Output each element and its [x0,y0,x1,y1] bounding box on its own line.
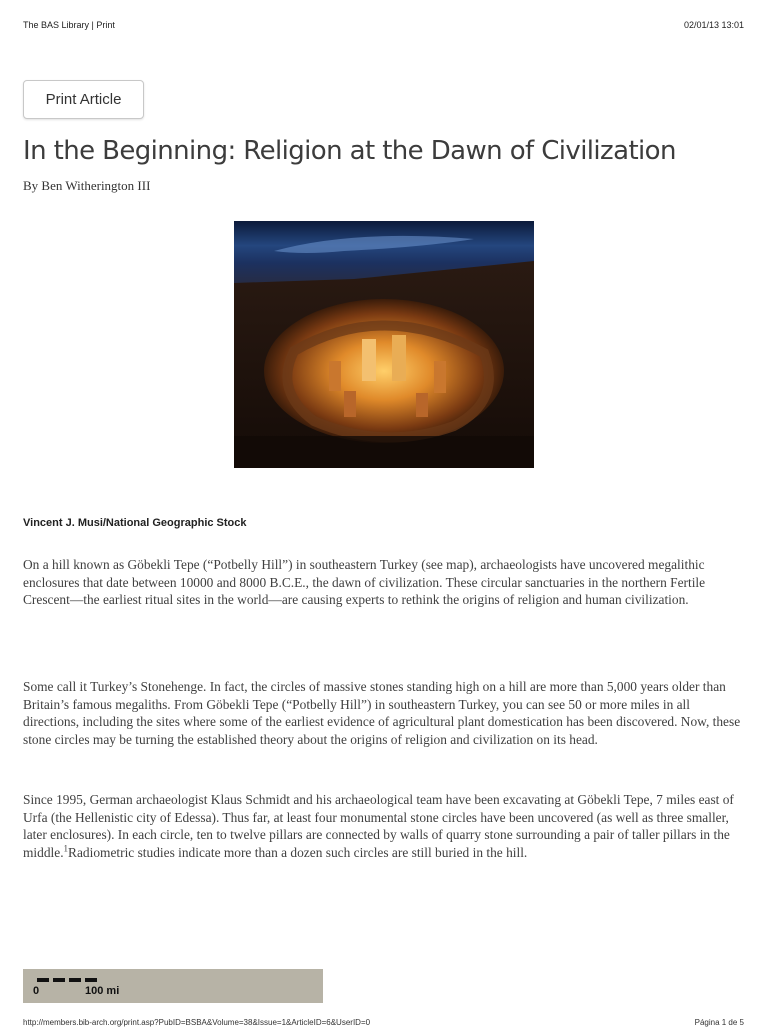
map-scale-zero: 0 [33,985,40,997]
paragraph-text: Since 1995, German archaeologist Klaus Schmidt and his archaeological team have been excavating at Göbekli Tepe, 7 miles east of Urfa (the Hellenistic city of Edessa). Thus far, at least four monumental stone circles have been uncovered (as well as three smaller, later enclosures). In each circle, ten to twelve pillars are connected by walls of quarry stone surrounding a pair of taller pillars in the middle. [23,792,734,861]
photo-pillar [392,335,406,381]
article-paragraph: On a hill known as Göbekli Tepe (“Potbelly Hill”) in southeastern Turkey (see map), archaeologists have uncovered megalithic enclosures that date between 10000 and 8000 B.C.E., the dawn of civilization. These circular sanctuaries in the northern Fertile Crescent—the earliest ritual sites in the world—are causing experts to rethink the origins of religion and human civilization. [23,557,706,608]
print-footer-page: Página 1 de 5 [694,1018,744,1027]
print-header-datetime: 02/01/13 13:01 [683,20,744,30]
gobekli-tepe-photo [234,221,534,468]
article-paragraph: Some call it Turkey’s Stonehenge. In fact, the circles of massive stones standing high on a hill are more than 5,000 years older than Britain’s famous megaliths. From Göbekli Tepe (“Potbelly Hill”) in southeastern Turkey, you can see 50 or more miles in all directions, including the sites where some of the earliest evidence of agricultural plant domestication has been discovered. Now, these stone circles may be turning the established theory about the origins of religion and civilization on its head. [23,679,741,748]
photo-credit: Vincent J. Musi/National Geographic Stock [23,517,247,529]
print-article-button[interactable]: Print Article [23,80,144,119]
photo-pillar [362,339,376,381]
map-scale-bar [37,978,99,982]
photo-pillar [434,361,446,393]
article-title: In the Beginning: Religion at the Dawn of Civilization [23,136,676,166]
map-image [23,969,323,1003]
photo-foreground [234,436,534,468]
article-byline: By Ben Witherington III [23,178,151,193]
print-footer-url: http://members.bib-arch.org/print.asp?PubID=BSBA&Volume=38&Issue=1&ArticleID=6&UserID=0 [23,1018,371,1027]
photo-pillar [344,391,356,417]
map-scale-distance: 100 mi [85,985,120,997]
print-footer [23,1018,744,1027]
paragraph-text-continued: Radiometric studies indicate more than a dozen such circles are still buried in the hill. [68,845,528,861]
print-header [23,20,744,30]
photo-pillar [416,393,428,417]
photo-pillar [329,361,341,391]
footnote-link[interactable]: 1 [63,843,69,854]
article-paragraph [23,791,745,862]
print-header-source: The BAS Library | Print [23,20,115,30]
